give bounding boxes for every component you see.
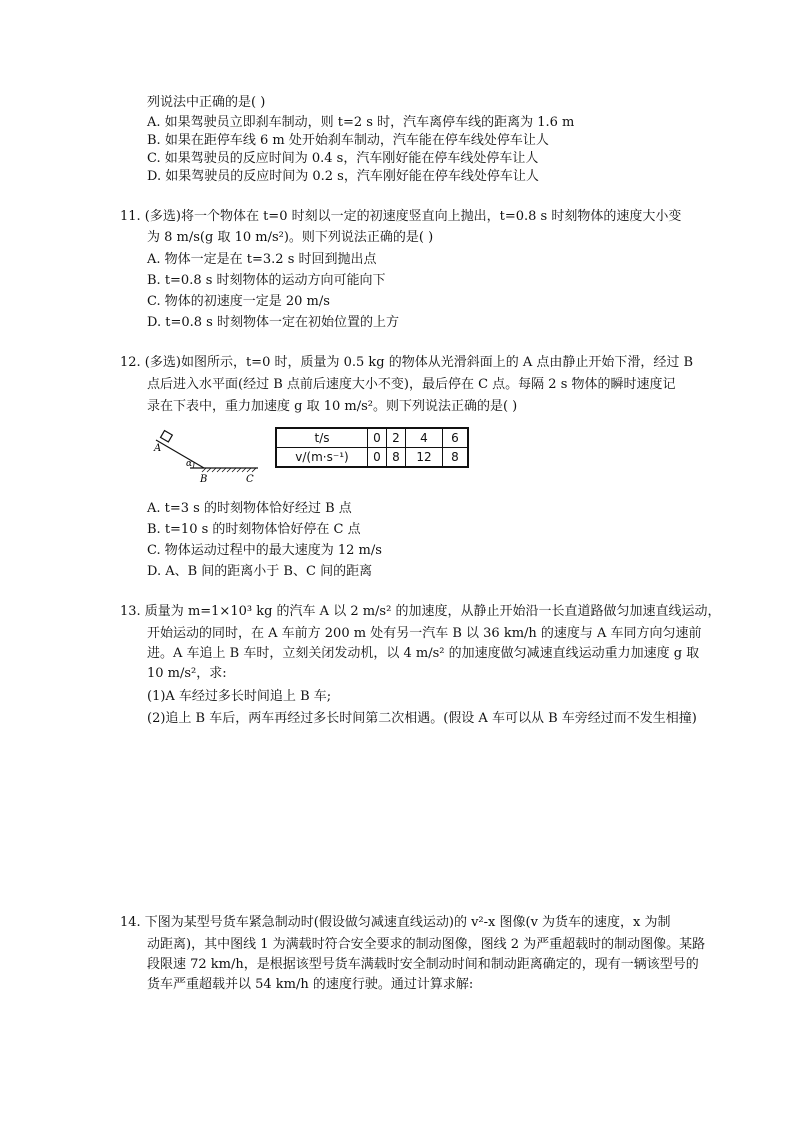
label-c: C	[246, 474, 254, 485]
q11-option-d: D. t=0.8 s 时刻物体一定在初始位置的上方	[147, 315, 399, 330]
table-cell: 6	[443, 428, 469, 448]
q12-option-b: B. t=10 s 的时刻物体恰好停在 C 点	[147, 522, 361, 537]
q11-option-c: C. 物体的初速度一定是 20 m/s	[147, 294, 330, 309]
q13-stem-body: 开始运动的同时，在 A 车前方 200 m 处有另一汽车 B 以 36 km/h 的速度与 A 车同方向匀速前进。A 车追上 B 车时，立刻关闭发动机，以 4 m/s² 的加速度做匀减速直线运动重力加速度 g 取 10 m/s²，求:	[147, 626, 702, 681]
q13-subquestion-2: (2)追上 B 车后，两车再经过多长时间第二次相遇。(假设 A 车可以从 B 车旁经过而不发生相撞)	[147, 711, 697, 726]
table-row	[276, 448, 468, 468]
q12-stem-line3: 录在下表中，重力加速度 g 取 10 m/s²。则下列说法正确的是( )	[147, 399, 518, 414]
q11-stem-line2: 为 8 m/s(g 取 10 m/s²)。则下列说法正确的是( )	[147, 230, 434, 245]
table-cell: 2	[387, 428, 406, 448]
table-cell: 8	[387, 448, 406, 468]
ground-hatch	[202, 468, 256, 472]
table-cell: 0	[368, 448, 387, 468]
angle-arc	[193, 462, 194, 468]
label-alpha: α	[186, 459, 193, 469]
q13-subquestion-1: (1)A 车经过多长时间追上 B 车;	[147, 689, 332, 704]
incline-diagram	[150, 428, 260, 488]
q12-option-d: D. A、B 间的距离小于 B、C 间的距离	[147, 564, 373, 579]
q12-option-c: C. 物体运动过程中的最大速度为 12 m/s	[147, 543, 382, 558]
incline-slope	[156, 440, 204, 468]
table-cell: 8	[443, 448, 469, 468]
q14-stem-body: 动距离)，其中图线 1 为满载时符合安全要求的制动图像，图线 2 为严重超载时的制动图像。某路段限速 72 km/h，是根据该型号货车满载时安全制动时间和制动距离确定的，现有一辆该型号的货车严重超载并以 54 km/h 的速度行驶。通过计算求解:	[147, 937, 706, 992]
q14-stem-line1: 14. 下图为某型号货车紧急制动时(假设做匀减速直线运动)的 v²-x 图像(v 为货车的速度，x 为制	[120, 915, 671, 930]
table-cell: 4	[406, 428, 443, 448]
table-header-velocity: v/(m·s⁻¹)	[276, 448, 368, 468]
table-cell: 0	[368, 428, 387, 448]
q10-lead: 列说法中正确的是( )	[147, 95, 266, 110]
q10-option-a: A. 如果驾驶员立即刹车制动，则 t=2 s 时，汽车离停车线的距离为 1.6 m	[147, 115, 575, 130]
q10-option-b: B. 如果在距停车线 6 m 处开始刹车制动，汽车能在停车线处停车让人	[147, 133, 549, 148]
velocity-time-table	[275, 427, 469, 468]
q12-stem-line1: 12. (多选)如图所示，t=0 时，质量为 0.5 kg 的物体从光滑斜面上的 A 点由静止开始下滑，经过 B	[120, 355, 694, 370]
table-row	[276, 428, 468, 448]
table-cell: 12	[406, 448, 443, 468]
q11-stem-line1: 11. (多选)将一个物体在 t=0 时刻以一定的初速度竖直向上抛出，t=0.8 s 时刻物体的速度大小变	[120, 209, 682, 224]
q11-option-b: B. t=0.8 s 时刻物体的运动方向可能向下	[147, 273, 386, 288]
q13-stem-line1: 13. 质量为 m=1×10³ kg 的汽车 A 以 2 m/s² 的加速度，从静止开始沿一长直道路做匀加速直线运动，	[120, 604, 721, 619]
table-header-time: t/s	[276, 428, 368, 448]
label-a: A	[154, 443, 162, 454]
label-b: B	[200, 474, 208, 485]
q10-option-d: D. 如果驾驶员的反应时间为 0.2 s，汽车刚好能在停车线处停车让人	[147, 169, 539, 184]
sliding-block	[161, 431, 173, 442]
q11-option-a: A. 物体一定是在 t=3.2 s 时回到抛出点	[147, 252, 377, 267]
q12-option-a: A. t=3 s 的时刻物体恰好经过 B 点	[147, 501, 352, 516]
q10-option-c: C. 如果驾驶员的反应时间为 0.4 s，汽车刚好能在停车线处停车让人	[147, 151, 539, 166]
q12-stem-line2: 点后进入水平面(经过 B 点前后速度大小不变)，最后停在 C 点。每隔 2 s 物体的瞬时速度记	[147, 377, 676, 392]
